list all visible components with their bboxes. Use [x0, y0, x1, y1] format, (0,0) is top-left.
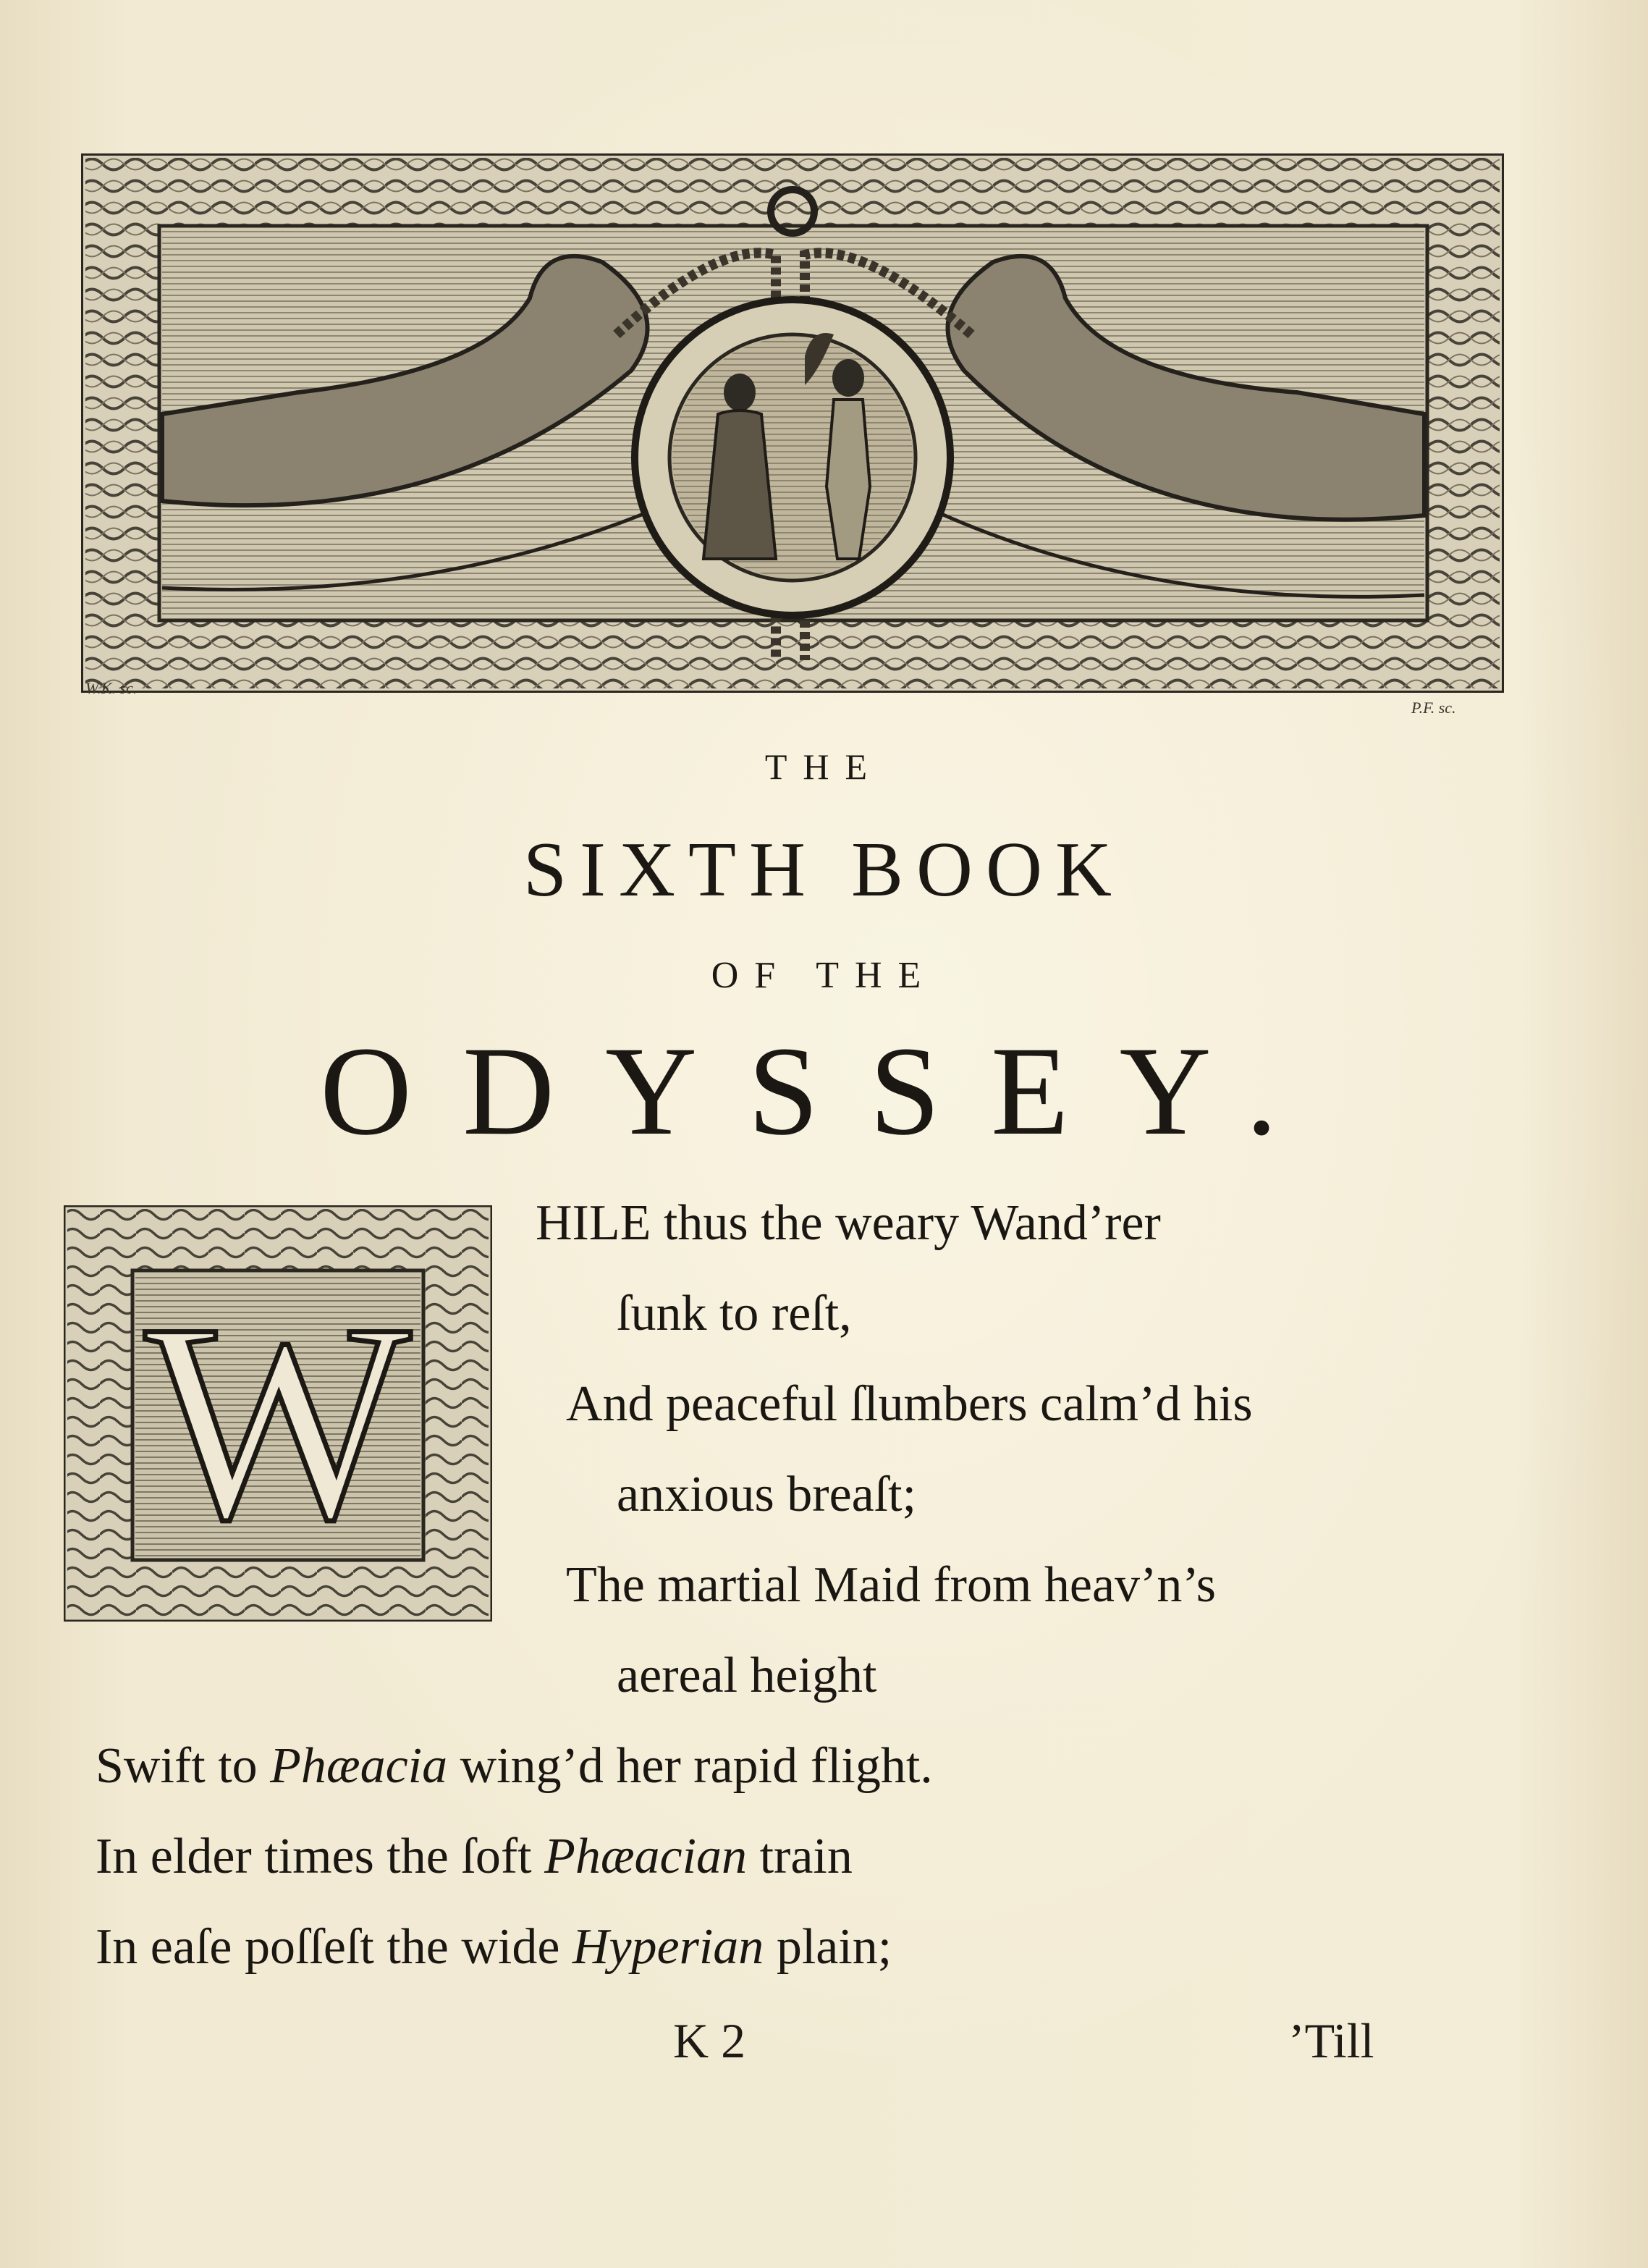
verse-line-6: aereal height [617, 1648, 877, 1703]
verse-line-3: And peaceful ſlumbers calm’d his [566, 1376, 1253, 1432]
verse-line-8 [96, 1831, 853, 1882]
title-odyssey: ODYSSEY. [320, 1021, 1328, 1162]
verse-line-5: The martial Maid from heav’n’s [566, 1557, 1217, 1613]
verse-line-4: anxious breaſt; [617, 1467, 917, 1522]
title-of-the: OF THE [711, 955, 937, 996]
decorated-initial [64, 1205, 492, 1622]
verse-text: train [747, 1829, 853, 1884]
verse-text: In eaſe poſſeſt the wide [96, 1919, 572, 1975]
verse-line-1: HILE thus the weary Wand’rer [536, 1195, 1161, 1251]
initial-letter: W [144, 1265, 412, 1578]
verse-line-9 [96, 1919, 892, 1975]
headpiece-engraving [81, 153, 1504, 693]
engraver-credit-left: W.K. sc. [85, 679, 138, 697]
verse-line-2: ſunk to reſt, [617, 1286, 852, 1341]
place-name-italic: Phæacia [270, 1738, 448, 1794]
title-the: THE [764, 746, 884, 787]
verse-text: Swift to [96, 1738, 271, 1794]
verse-text: plain; [764, 1919, 892, 1975]
engraver-credit-right: P.F. sc. [1411, 699, 1456, 717]
catchword: ’Till [1288, 2013, 1374, 2068]
place-name-italic: Hyperian [572, 1919, 764, 1975]
verse-line-7 [96, 1738, 933, 1794]
people-name-italic: Phæacian [544, 1829, 748, 1884]
title-sixth-book: SIXTH BOOK [523, 827, 1125, 913]
verse-text: wing’d her rapid flight. [447, 1738, 933, 1794]
verse-text: In elder times the ſoft [96, 1829, 545, 1884]
signature-mark: K 2 [673, 2013, 746, 2068]
